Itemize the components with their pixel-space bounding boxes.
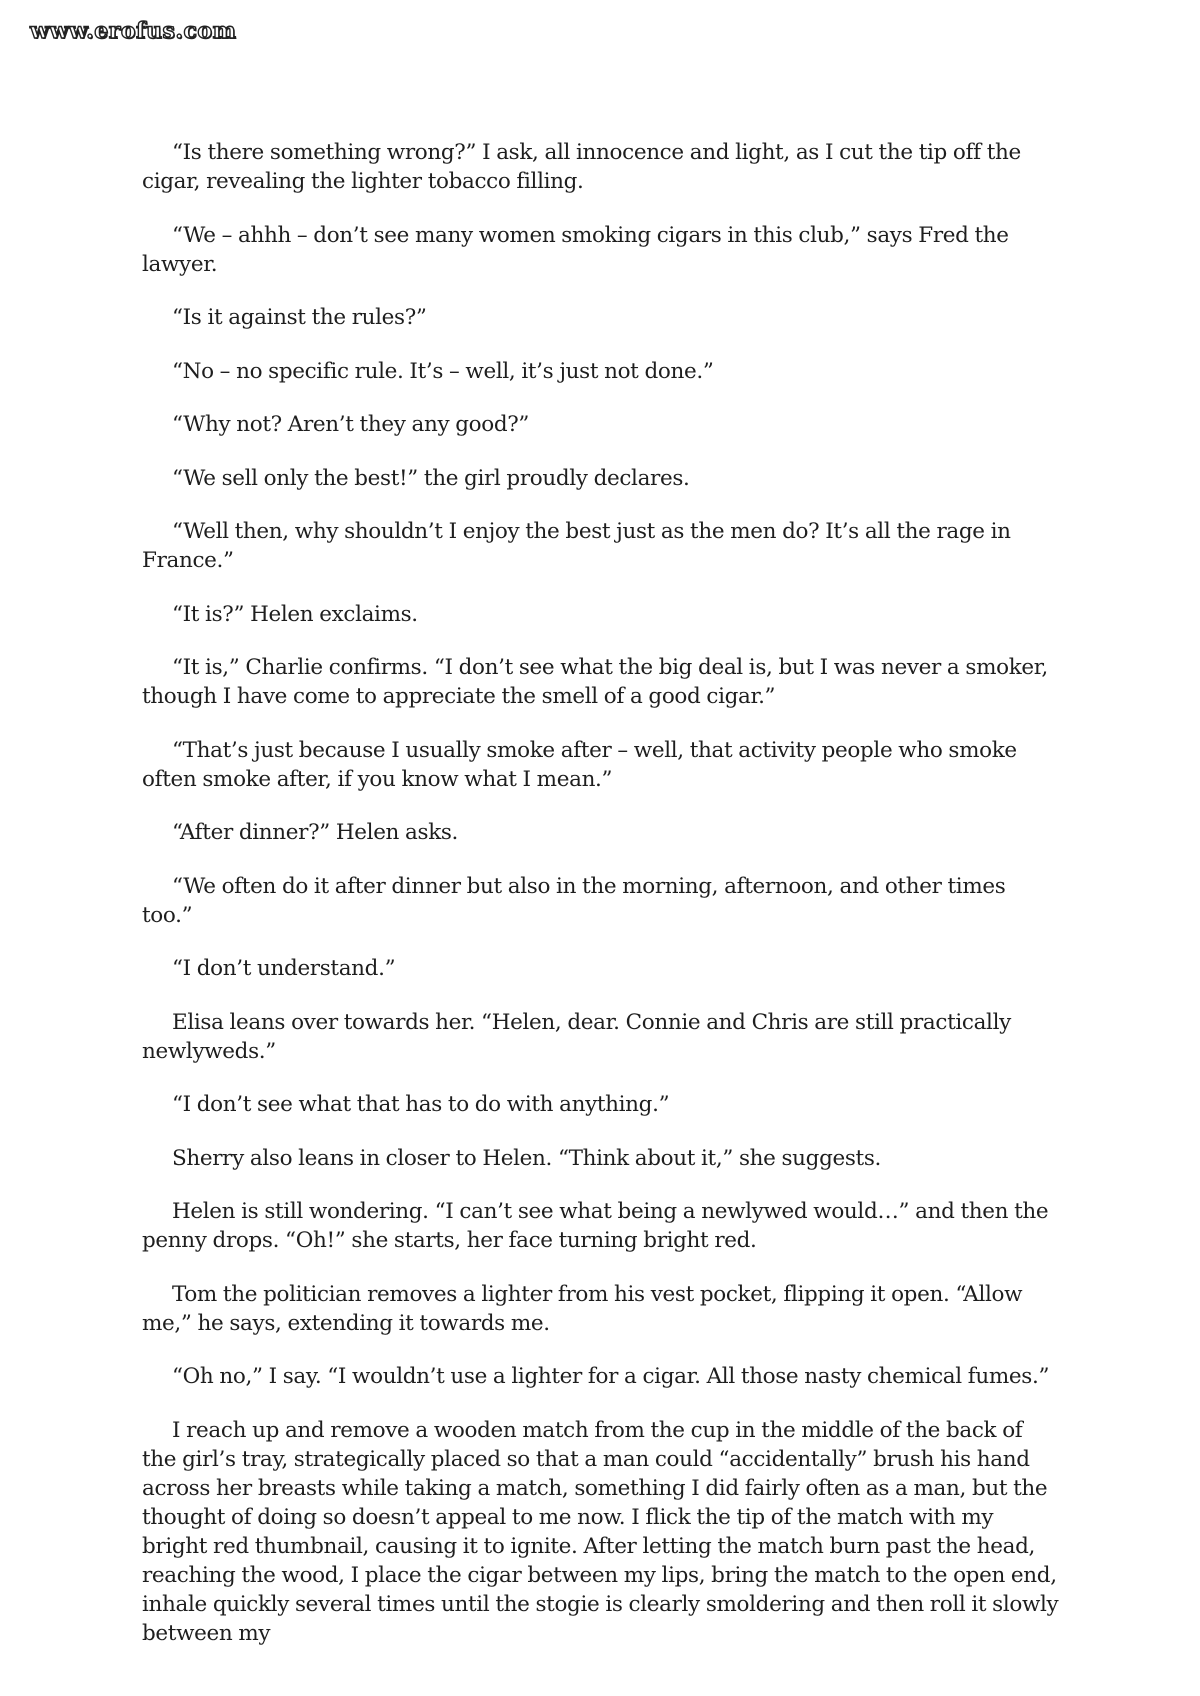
- paragraph: “It is,” Charlie confirms. “I don’t see what the big deal is, but I was never a smoker, though I have come to appreciate the smell of a good cigar.”: [142, 655, 1048, 709]
- paragraph: “That’s just because I usually smoke after – well, that activity people who smoke often smoke after, if you know what I mean.”: [142, 737, 1017, 792]
- paragraph: “I don’t understand.”: [172, 956, 396, 981]
- paragraph: “I don’t see what that has to do with anything.”: [172, 1092, 670, 1117]
- page-body: [142, 138, 1060, 1672]
- paragraph: “Why not? Aren’t they any good?”: [172, 412, 530, 437]
- paragraph: “Is it against the rules?”: [172, 305, 427, 330]
- paragraph: “It is?” Helen exclaims.: [172, 601, 418, 627]
- paragraph: “We often do it after dinner but also in the morning, afternoon, and other times too.”: [142, 873, 1006, 928]
- paragraph: “Oh no,” I say. “I wouldn’t use a lighter for a cigar. All those nasty chemical fumes.”: [172, 1364, 1050, 1389]
- paragraph: Tom the politician removes a lighter from his vest pocket, flipping it open. “Allow me,” he says, extending it towards me.: [142, 1281, 1023, 1336]
- paragraph: “Is there something wrong?” I ask, all innocence and light, as I cut the tip off the cigar, revealing the lighter tobacco filling.: [142, 140, 1021, 194]
- paragraph: “No – no specific rule. It’s – well, it’s just not done.”: [172, 358, 714, 384]
- paragraph: “We – ahhh – don’t see many women smoking cigars in this club,” says Fred the lawyer.: [142, 222, 1009, 277]
- paragraph: I reach up and remove a wooden match from the cup in the middle of the back of the girl’s tray, strategically placed so that a man could “accidentally” brush his hand across her breasts while taking a match, something I did fairly often as a man, but the thought of doing so doesn’t appeal to me now. I flick the tip of the match with my bright red thumbnail, causing it to ignite. After letting the match burn past the head, reaching the wood, I place the cigar between my lips, bring the match to the open end, inhale quickly several times until the stogie is clearly smoldering and then roll it slowly between my: [142, 1417, 1059, 1646]
- paragraph: Sherry also leans in closer to Helen. “Think about it,” she suggests.: [172, 1145, 882, 1171]
- paragraph: “Well then, why shouldn’t I enjoy the best just as the men do? It’s all the rage in France.”: [142, 519, 1011, 573]
- paragraph: Helen is still wondering. “I can’t see what being a newlywed would…” and then the penny drops. “Oh!” she starts, her face turning bright red.: [142, 1199, 1049, 1253]
- watermark-text: www.erofus.com: [30, 18, 237, 44]
- paragraph: “We sell only the best!” the girl proudly declares.: [172, 465, 690, 491]
- paragraph: “After dinner?” Helen asks.: [172, 820, 459, 845]
- paragraph: Elisa leans over towards her. “Helen, dear. Connie and Chris are still practically newlyweds.”: [142, 1009, 1011, 1064]
